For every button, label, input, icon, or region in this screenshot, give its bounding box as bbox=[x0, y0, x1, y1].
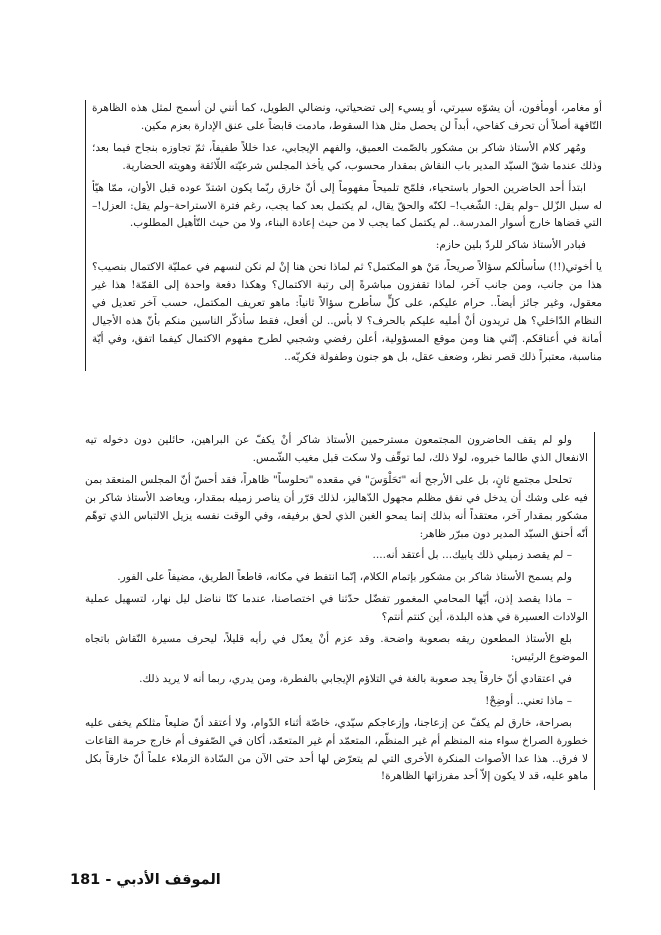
page-number: 181 bbox=[70, 872, 101, 888]
paragraph: تحلحل مجتمع ثانٍ، بل على الأرجح أنه "تَحَلْوَسَ" في مقعده "تحلوساً" ظاهراً، فقد أحسّ أنّ المجلس المنعقد بمن فيه على وشك أن يدخل في نفق مظلم مجهول الدّهاليز، لذلك قرّر أن يناصر زميله بمقدار، ويعاضد الأستاذ شاكر بن مشكور بمقدار آخر، معتقداً أنه بذلك إنما يمحو الغبن الذي لحق برفيقه، وفي الوقت نفسه يزيل الالتباس الذي توهّم أنّه أحنق السيّد المدير دون مبرّر ظاهر: bbox=[85, 473, 588, 540]
paragraph: – ماذا تعني.. أوضِحْ! bbox=[485, 694, 572, 707]
magazine-title: الموقف الأدبي bbox=[116, 872, 221, 888]
paragraph: بصراحة، خارق لم يكفّ عن إزعاجنا، وإزعاجكم سيّدي، خاصّة أثناء الدّوام، ولا أعتقد أنّ ضليعاً مثلكم يخفى عليه خطورة الصراخ سواء منه المنظم أم غير المنظّم، المتعمّد أم غير المتعمّد، أكان في الصّفوف أم خارج حرمة القاعات لا فرق.. هذا عدا الأصوات المنكرة الأخرى التي لم يتعرّض لها أحد حتى الآن من السّادة الزملاء علماً أنّ خارقاً بكل ماهو عليه، قد لا يكون إلاّ أحد مفرزاتها الظاهرة! bbox=[85, 716, 588, 783]
paragraph: أو مغامر، أومأفون، أن يشوّه سيرتي، أو يسيء إلى تضحياتي، ونضالي الطويل، كما أنني لن أسمح لمثل هذه الظاهرة التّافهة أصلاً أن تحرف كفاحي، أبداً لن يحصل مثل هذا السقوط، مادمت قابضاً على عنق الإدارة بعزم مكين. bbox=[92, 102, 602, 132]
text-block-upper bbox=[85, 100, 602, 371]
paragraph: ابتدأ أحد الحاضرين الحوار باستحياء، فلمّح تلميحاً مفهوماً إلى أنّ خارق ربّما يكون اشتدّ عوده قبل الأوان، ممّا هيّأ له سبل الزّلل –ولم يقل: الشّغب!– لكنّه والحقّ يقال، لم يكتمل بعد كما يجب، رغم فترة الاستراحة–ولم يقل: العزل!– التي قضاها خارج أسوار المدرسة.. لم يكتمل كما يجب لا من حيث إعادة البناء، ولا من حيث التّأهيل المطلوب. bbox=[92, 181, 602, 230]
paragraph: ولم يسمح الأستاذ شاكر بن مشكور بإتمام الكلام، إنّما انتفط في مكانه، قاطعاً الطريق، مضيفاً على الفور. bbox=[117, 571, 572, 584]
paragraph: بلع الأستاذ المطعون ريقه بصعوبة واضحة. وقد عزم أنْ يعدّل في رأيه قليلاً، ليحرف مسيرة النّقاش باتجاه الموضوع الرئيس: bbox=[85, 633, 588, 663]
text-block-lower bbox=[85, 432, 595, 790]
paragraph: ومُهر كلام الأستاذ شاكر بن مشكور بالصّمت العميق، والفهم الإيجابي، عدا خللاً طفيفاً، ثمّ تجاوزه بنجاح فيما بعد؛ وذلك عندما شقّ السيّد المدير باب النقاش بمقدار محسوب، كي يأخذ المجلس شرعيّته اللّائقة وهويته الحضارية. bbox=[92, 141, 602, 172]
paragraph: في اعتقادي أنّ خارقاً يجد صعوبة بالغة في التلاؤم الإيجابي بالفطرة، ومن يدري، ربما أنه لا يريد ذلك. bbox=[139, 672, 572, 685]
page-footer bbox=[70, 872, 221, 888]
paragraph: يا أخوتي(!!) سأسألكم سؤالاً صريحاً، مَنْ هو المكتمل؟ ثم لماذا نحن هنا إنْ لم نكن لنسهم في عمليّة الاكتمال بنصيب؟ هذا من جانب، ومن جانب آخر، لماذا تقفزون مباشرةً إلى رتبة الاكتمال؟ وهكذا دفعة واحدة إلى القمّة! هذا غير معقول، وغير جائز أيضاً.. حرام عليكم، على كلٍّ سأطرح سؤالاً ثانياً: ماهو تعريف المكتمل، حسب آخر تعديل في النظام الدّاخلي؟ هل تريدون أنْ أمليه عليكم بالحرف؟ لا بأس.. لن أفعل، فقط سأذكّر الناسين منكم بأنّ هذه الأجيال أمانة في أعناقكم. إنّني هنا ومن موقع المسؤولية، أعلن رفضي وشجبي لطرح مفهوم الاكتمال كيفما اتفق، وفي أيّة مناسبة، معتبراً ذلك قصر نظر، وضعف عقل، بل هو جنون وطفولة فكريّه.. bbox=[92, 261, 602, 363]
paragraph: ولو لم يقف الحاضرون المجتمعون مسترحمين الأستاذ شاكر أنْ يكفّ عن البراهين، حائلين دون دخوله تيه الانفعال الذي طالما خبروه، لولا ذلك، لما توقّف ولا سكت قبل مغيب الشّمس. bbox=[85, 434, 588, 464]
paragraph: – ماذا يقصد إذن، أيّها المحامي المغمور تفضّل حدّثنا في اختصاصنا، عندما كنّا نناضل ليل نهار، لتسهيل عملية الولادات العسيرة في هذه البلدة، أين كنتم أنتم؟ bbox=[85, 593, 588, 624]
paragraph: – لم يقصد زميلي ذلك يابيك... بل أعتقد أنه.... bbox=[372, 549, 572, 562]
footer-separator: - bbox=[100, 872, 117, 888]
paragraph: فبادر الأستاذ شاكر للردّ بلين حازم: bbox=[435, 239, 586, 252]
